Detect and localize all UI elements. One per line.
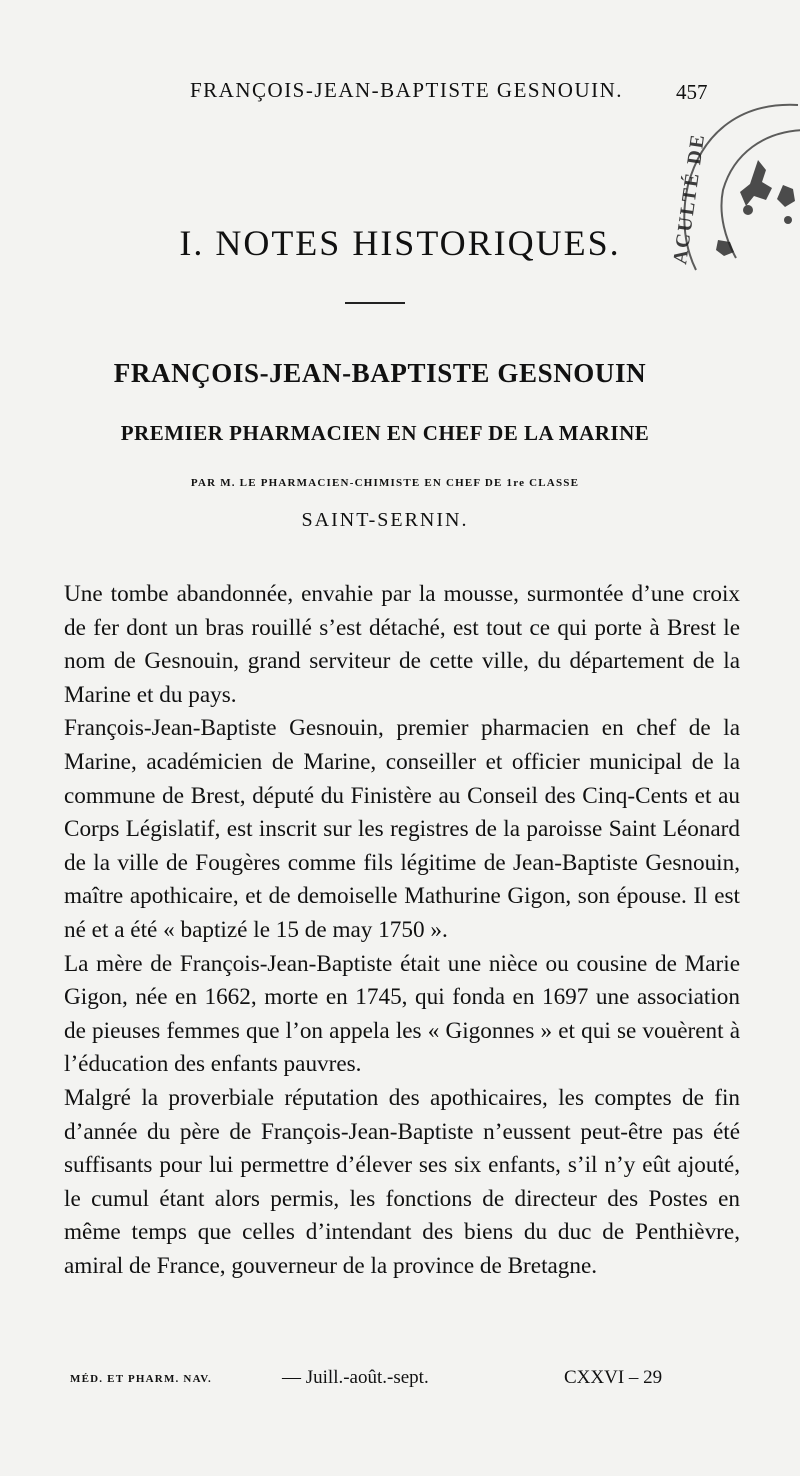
page-number: 457 [676,80,708,104]
article-body [64,578,740,1283]
paragraph-4: Malgré la proverbiale réputation des apothicaires, les comptes de fin d’année du père de François-Jean-Baptiste n’eussent peut-être pas été suffisants pour lui permettre d’élever ses six enfants, s’il n’y eût ajouté, le cumul étant alors permis, les fonctions de directeur des Postes en même temps que celles d’intendant des biens du duc de Penthièvre, amiral de France, gouverneur de la province de Bretagne. [64,1084,740,1279]
paragraph-3: La mère de François-Jean-Baptiste était une nièce ou cousine de Marie Gigon, née en 1662, morte en 1745, qui fonda en 1697 une association de pieuses femmes que l’on appela les « Gigonnes » et qui se vouèrent à l’éducation des enfants pauvres. [64,950,740,1078]
article-author: SAINT-SERNIN. [301,509,469,531]
article-subtitle: PREMIER PHARMACIEN EN CHEF DE LA MARINE [120,421,650,445]
footer-journal: MÉD. ET PHARM. NAV. [70,1373,212,1385]
stamp-text: ACULTÉ DE [669,131,710,266]
footer-dates: — Juill.-août.-sept. [282,1367,429,1388]
section-title: I. NOTES HISTORIQUES. [179,223,621,263]
running-head-title: FRANÇOIS-JEAN-BAPTISTE GESNOUIN. [190,78,624,102]
article-title: FRANÇOIS-JEAN-BAPTISTE GESNOUIN [113,358,647,388]
paragraph-1: Une tombe abandonnée, envahie par la mousse, surmontée d’une croix de fer dont un bras rouillé s’est détaché, est tout ce qui porte à Brest le nom de Gesnouin, grand serviteur de cette ville, du département de la Marine et du pays. [64,581,740,708]
paragraph-2: François-Jean-Baptiste Gesnouin, premier pharmacien en chef de la Marine, académicien de Marine, conseiller et officier municipal de la commune de Brest, député du Finistère au Conseil des Cinq-Cents et au Corps Législatif, est inscrit sur les registres de la paroisse Saint Léonard de la ville de Fougères comme fils légitime de Jean-Baptiste Gesnouin, maître apothicaire, et de demoiselle Mathurine Gigon, son épouse. Il est né et a été « baptizé le 15 de may 1750 ». [64,715,740,943]
title-divider [345,302,405,304]
footer-signature: CXXVI – 29 [564,1367,663,1388]
page-footer [70,1367,760,1397]
article-byline: PAR M. LE PHARMACIEN-CHIMISTE EN CHEF DE 1re CLASSE [190,477,580,489]
